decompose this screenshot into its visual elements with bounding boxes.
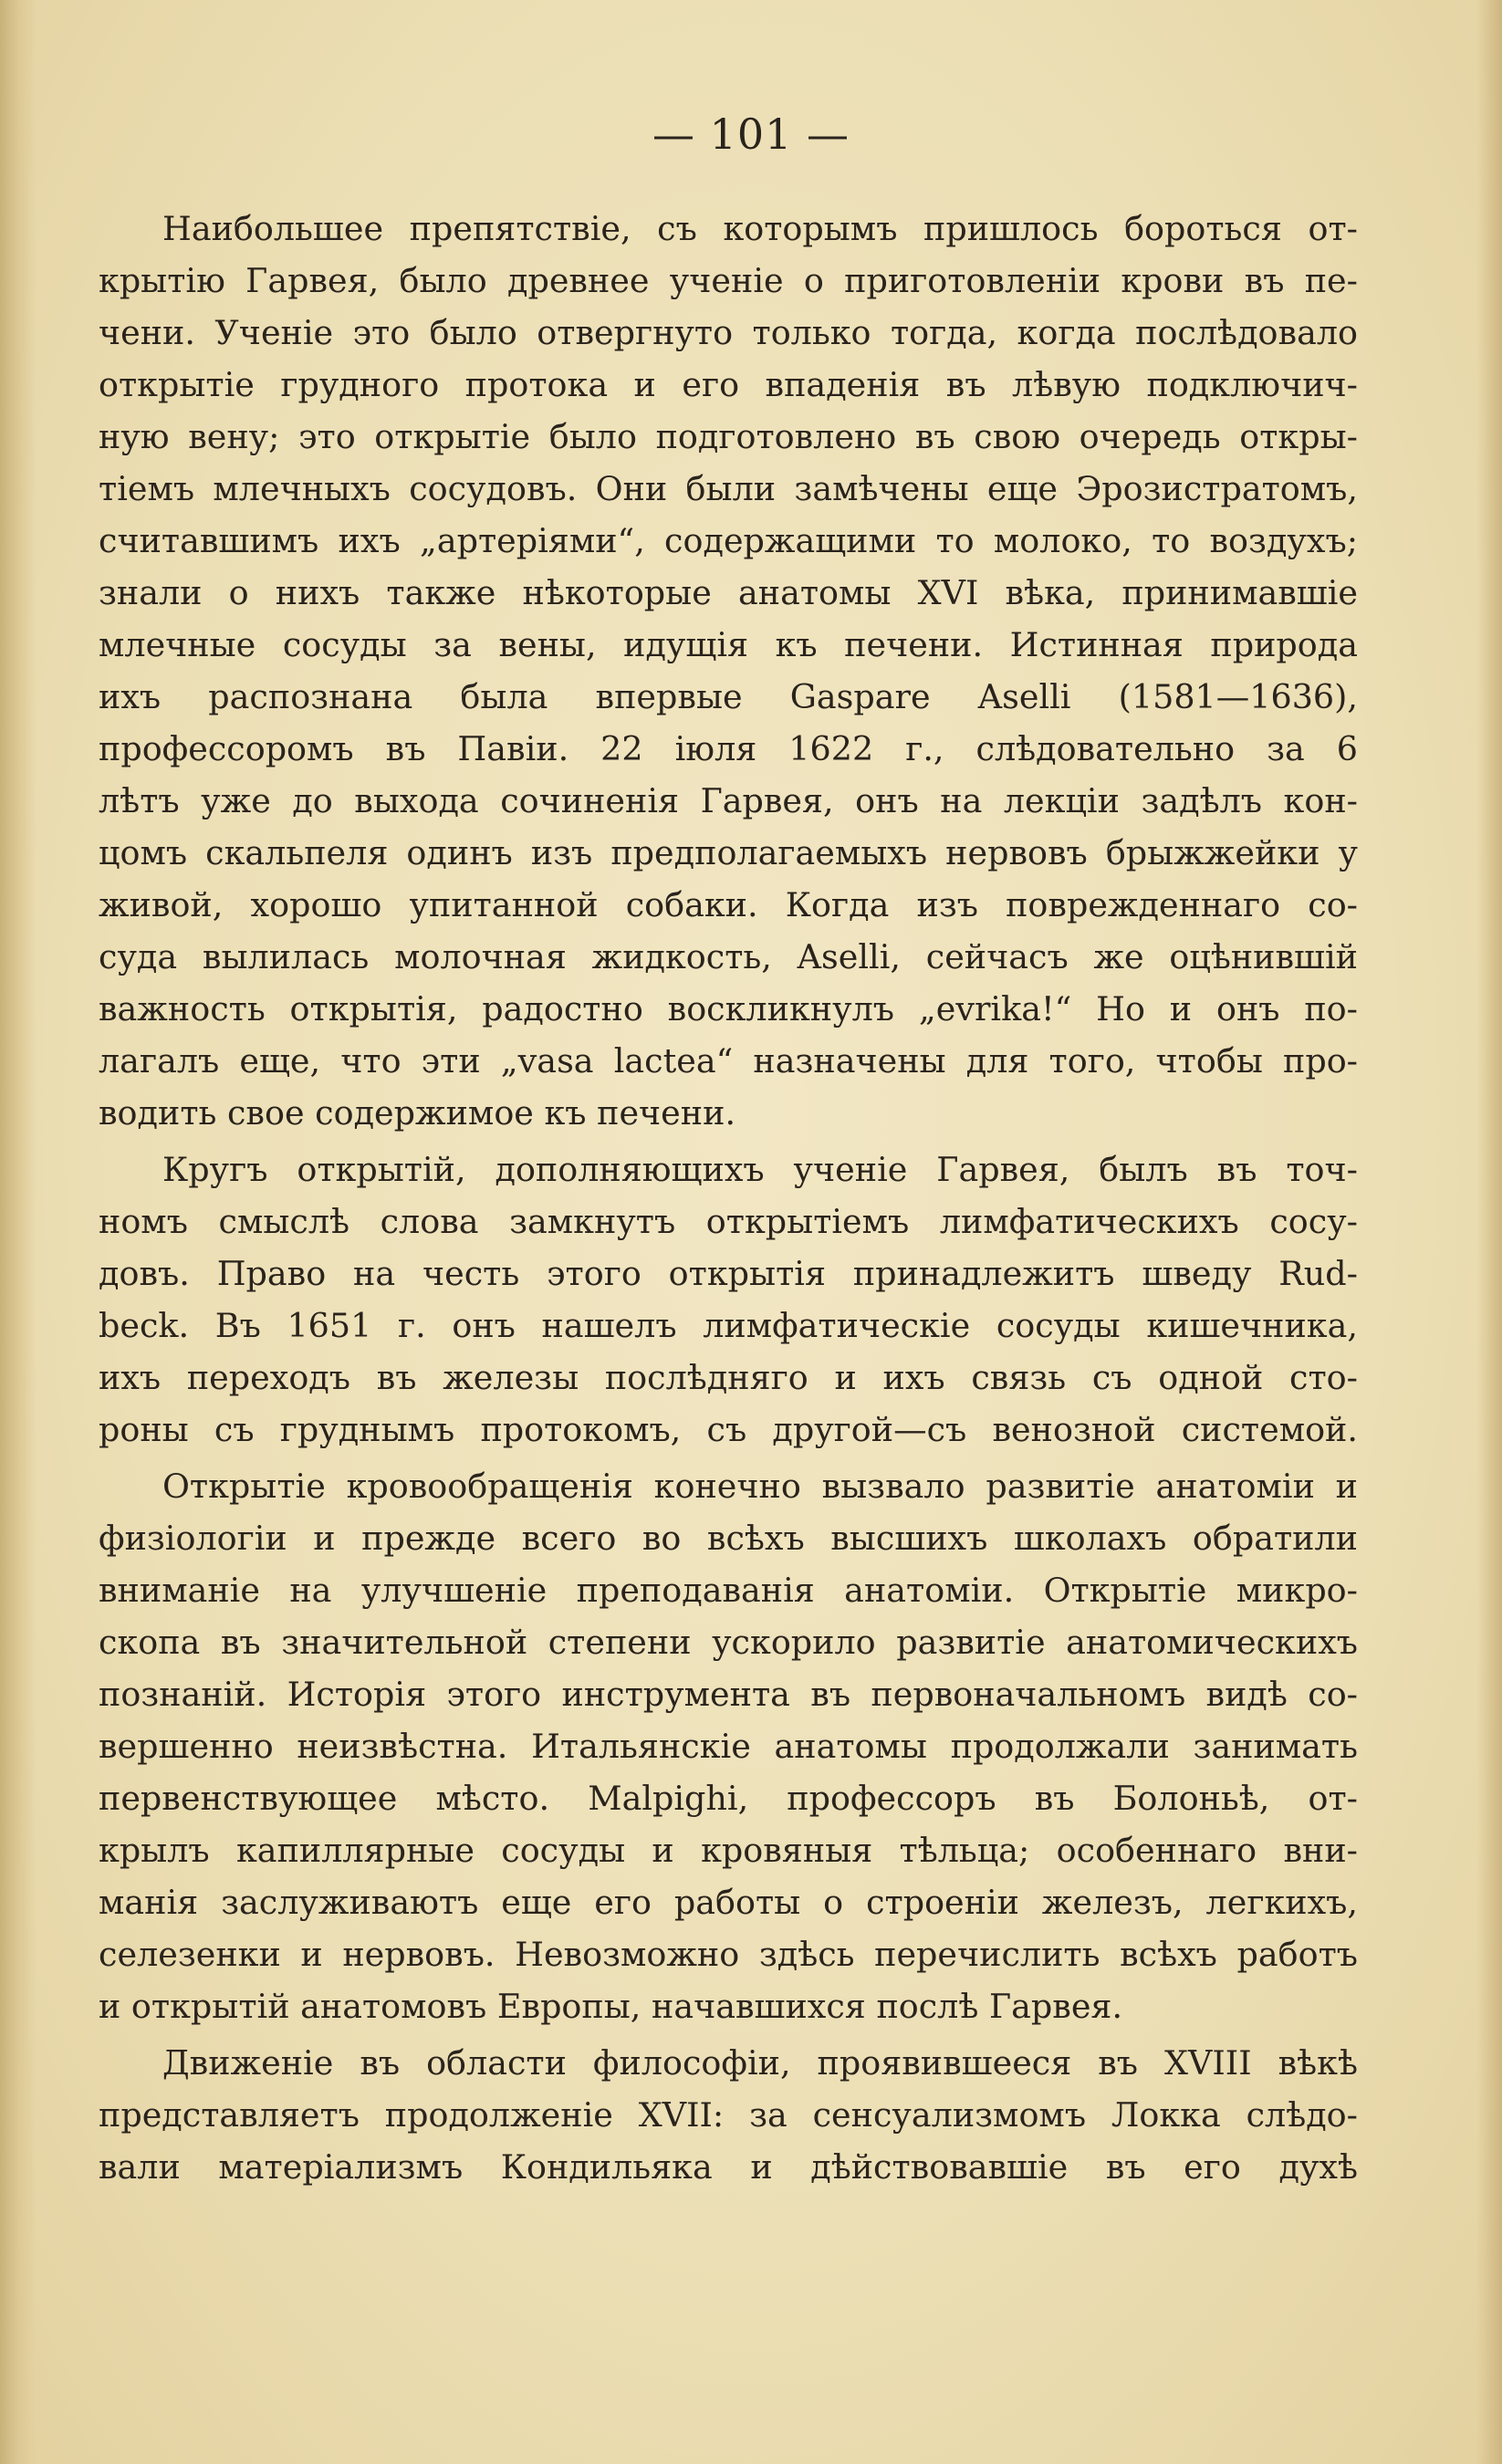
text-line: важность открытія, радостно воскликнулъ „evrika!“ Но и онъ по- <box>99 989 1358 1028</box>
text-line: физіологіи и прежде всего во всѣхъ высшихъ школахъ обратили <box>99 1519 1358 1558</box>
text-line: живой, хорошо упитанной собаки. Когда изъ поврежденнаго со- <box>99 885 1358 924</box>
text-line: представляетъ продолженіе XVII: за сенсуализмомъ Локка слѣдо- <box>99 2095 1358 2135</box>
text-line: крылъ капиллярные сосуды и кровяныя тѣльца; особеннаго вни- <box>99 1831 1358 1870</box>
text-line: чени. Ученіе это было отвергнуто только тогда, когда послѣдовало <box>99 313 1358 352</box>
paragraph <box>99 203 1358 1139</box>
text-line: суда вылилась молочная жидкость, Aselli, сейчасъ же оцѣнившій <box>99 937 1358 976</box>
text-line: скопа въ значительной степени ускорило развитіе анатомическихъ <box>99 1623 1358 1662</box>
text-line: профессоромъ въ Павіи. 22 іюля 1622 г., слѣдовательно за 6 <box>99 729 1358 768</box>
text-line: вершенно неизвѣстна. Итальянскіе анатомы продолжали занимать <box>99 1727 1358 1766</box>
text-line: манія заслуживаютъ еще его работы о строеніи железъ, легкихъ, <box>99 1883 1358 1922</box>
text-line: вали матеріализмъ Кондильяка и дѣйствовавшіе въ его духѣ <box>99 2147 1358 2187</box>
text-line: знали о нихъ также нѣкоторые анатомы XVI вѣка, принимавшіе <box>99 573 1358 612</box>
text-line: номъ смыслѣ слова замкнутъ открытіемъ лимфатическихъ сосу- <box>99 1202 1358 1241</box>
text-line: ихъ переходъ въ железы послѣдняго и ихъ связь съ одной сто- <box>99 1358 1358 1397</box>
text-line: лагалъ еще, что эти „vasa lactea“ назначены для того, чтобы про- <box>99 1041 1358 1081</box>
text-line: довъ. Право на честь этого открытія принадлежитъ шведу Rud- <box>99 1254 1358 1293</box>
text-line: роны съ груднымъ протокомъ, съ другой—съ венозной системой. <box>99 1410 1358 1449</box>
text-line: ную вену; это открытіе было подготовлено въ свою очередь откры- <box>99 417 1358 456</box>
text-line: лѣтъ уже до выхода сочиненія Гарвея, онъ на лекціи задѣлъ кон- <box>99 781 1358 820</box>
text-line: селезенки и нервовъ. Невозможно здѣсь перечислить всѣхъ работъ <box>99 1935 1358 1974</box>
paragraph <box>99 1143 1358 1456</box>
text-line: первенствующее мѣсто. Malpighi, профессоръ въ Болоньѣ, от- <box>99 1779 1358 1818</box>
text-line: водить свое содержимое къ печени. <box>99 1093 736 1133</box>
text-line: считавшимъ ихъ „артеріями“, содержащими то молоко, то воздухъ; <box>99 521 1358 560</box>
text-line: и открытій анатомовъ Европы, начавшихся послѣ Гарвея. <box>99 1987 1123 2026</box>
text-line: Открытіе кровообращенія конечно вызвало развитіе анатоміи и <box>162 1467 1358 1506</box>
text-line: beck. Въ 1651 г. онъ нашелъ лимфатическіе сосуды кишечника, <box>99 1306 1358 1345</box>
text-line: цомъ скальпеля одинъ изъ предполагаемыхъ нервовъ брыжжейки у <box>99 833 1358 872</box>
text-line: крытію Гарвея, было древнее ученіе о приготовленіи крови въ пе- <box>99 261 1358 300</box>
text-line: млечные сосуды за вены, идущія къ печени. Истинная природа <box>99 625 1358 664</box>
body-text <box>99 203 1358 2193</box>
page-number: — 101 — <box>652 110 850 159</box>
text-line: ихъ распознана была впервые Gaspare Aselli (1581—1636), <box>99 677 1358 716</box>
text-line: Движеніе въ области философіи, проявившееся въ XVIII вѣкѣ <box>162 2043 1358 2083</box>
paragraph <box>99 1460 1358 2032</box>
text-line: Наибольшее препятствіе, съ которымъ пришлось бороться от- <box>162 209 1358 248</box>
page-edge-right <box>1476 0 1502 2464</box>
text-line: вниманіе на улучшеніе преподаванія анатоміи. Открытіе микро- <box>99 1571 1358 1610</box>
text-line: тіемъ млечныхъ сосудовъ. Они были замѣчены еще Эрозистратомъ, <box>99 469 1358 508</box>
page-edge-left <box>0 0 37 2464</box>
text-line: Кругъ открытій, дополняющихъ ученіе Гарвея, былъ въ точ- <box>162 1150 1358 1189</box>
paragraph <box>99 2037 1358 2193</box>
text-line: познаній. Исторія этого инструмента въ первоначальномъ видѣ со- <box>99 1675 1358 1714</box>
text-line: открытіе грудного протока и его впаденія въ лѣвую подключич- <box>99 365 1358 404</box>
